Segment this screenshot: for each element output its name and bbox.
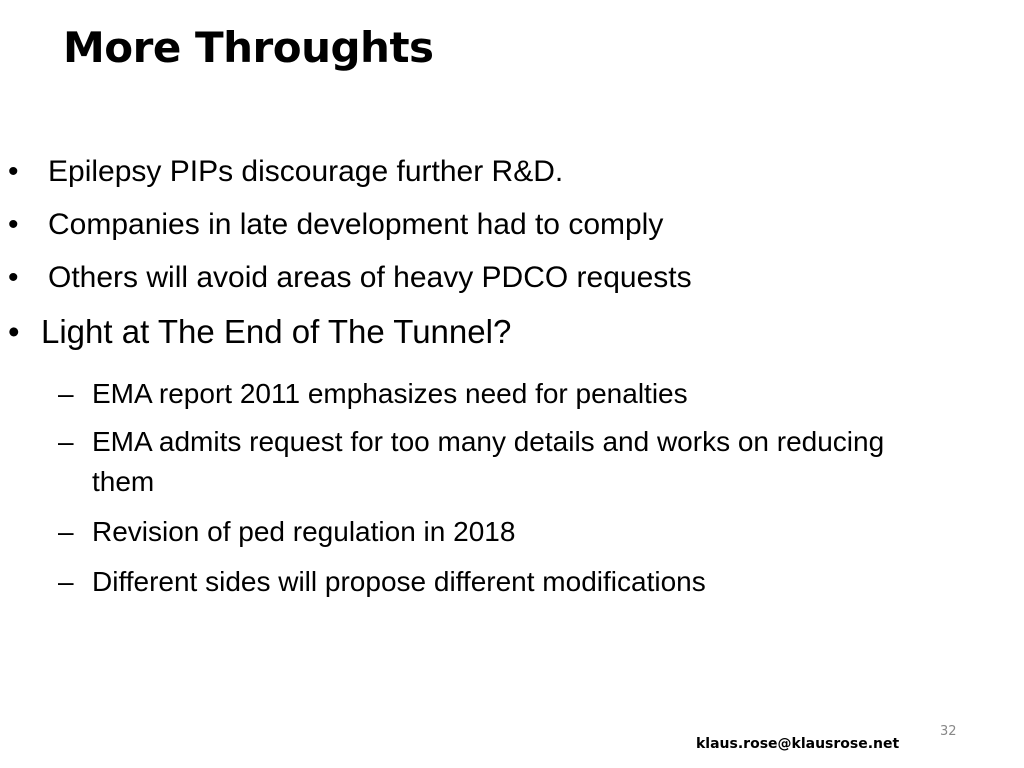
sub-bullet-dash: –: [58, 566, 74, 597]
bullet-dot: •: [8, 261, 19, 294]
footer-email: klaus.rose@klausrose.net: [696, 736, 900, 752]
bullet-dot: •: [8, 155, 19, 188]
page-number: 32: [940, 724, 957, 739]
sub-bullet-dash: –: [58, 426, 74, 457]
bullet-text: Companies in late development had to comply: [48, 208, 664, 241]
bullet-text: Epilepsy PIPs discourage further R&D.: [48, 155, 564, 188]
sub-bullet-text: EMA report 2011 emphasizes need for penalties: [92, 378, 688, 409]
sub-bullet-text: Different sides will propose different modifications: [92, 566, 706, 597]
sub-bullet-text: Revision of ped regulation in 2018: [92, 516, 516, 547]
bullet-text: Others will avoid areas of heavy PDCO requests: [48, 261, 692, 294]
sub-bullet-dash: –: [58, 378, 74, 409]
sub-bullet-text: EMA admits request for too many details and works on reducing them: [92, 426, 885, 497]
bullet-text: Light at The End of The Tunnel?: [41, 313, 512, 350]
bullet-dot: •: [8, 208, 19, 241]
sub-bullet-dash: –: [58, 516, 74, 547]
slide-title: More Throughts: [63, 23, 434, 72]
bullet-dot: •: [8, 313, 20, 350]
